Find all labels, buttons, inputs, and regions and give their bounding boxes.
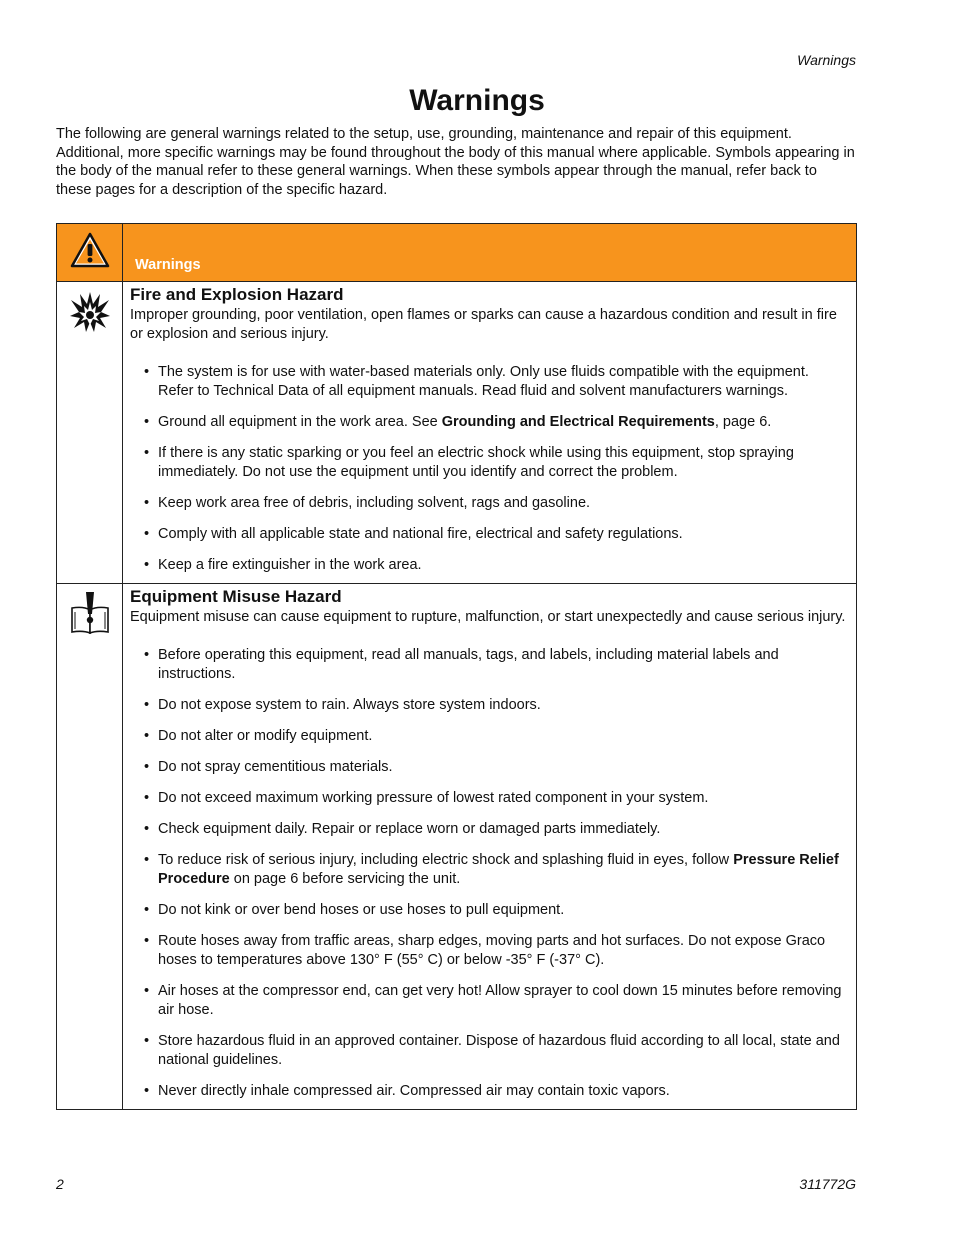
list-item-text: on page 6 before servicing the unit. [229, 871, 461, 887]
misuse-hazard-description: Equipment misuse can cause equipment to rupture, malfunction, or start unexpectedly and cause serious injury. [130, 609, 846, 625]
list-item: • Keep work area free of debris, including solvent, rags and gasoline. [144, 494, 848, 513]
list-item: • Do not kink or over bend hoses or use hoses to pull equipment. [144, 901, 848, 920]
pressure-relief-reference: Pressure Relief Procedure [158, 852, 839, 887]
list-item: • Air hoses at the compressor end, can get very hot! Allow sprayer to cool down 15 minutes before removing air hose. [144, 982, 848, 1020]
list-item: • Store hazardous fluid in an approved container. Dispose of hazardous fluid according to all local, state and national guidelines. [144, 1032, 848, 1070]
misuse-hazard-title: Equipment Misuse Hazard [130, 587, 342, 606]
fire-hazard-description: Improper grounding, poor ventilation, open flames or sparks can cause a hazardous condition and result in fire or explosion and serious injury. [130, 307, 837, 342]
list-item: • Do not expose system to rain. Always store system indoors. [144, 696, 848, 715]
fire-hazard-title: Fire and Explosion Hazard [130, 285, 344, 304]
list-item [144, 413, 848, 432]
list-item: • Do not exceed maximum working pressure of lowest rated component in your system. [144, 789, 848, 808]
header-label: Warnings [123, 224, 857, 282]
misuse-hazard-list [130, 646, 848, 1101]
page-number: 2 [56, 1176, 64, 1192]
document-number: 311772G [799, 1176, 856, 1192]
fire-hazard-content [123, 282, 857, 584]
grounding-reference: Grounding and Electrical Requirements [441, 414, 715, 430]
fire-hazard-list [130, 363, 848, 575]
list-item-text: Ground all equipment in the work area. See [158, 414, 442, 430]
misuse-icon-cell [57, 584, 123, 1110]
list-item: • Before operating this equipment, read all manuals, tags, and labels, including material labels and instructions. [144, 646, 848, 684]
warnings-table-header [57, 224, 857, 282]
page-title: Warnings [409, 84, 545, 117]
hazard-row-misuse [57, 584, 857, 1110]
warning-triangle-icon [70, 256, 110, 273]
list-item: • Check equipment daily. Repair or replace worn or damaged parts immediately. [144, 820, 848, 839]
intro-paragraph: The following are general warnings related to the setup, use, grounding, maintenance and repair of this equipment. Additional, more specific warnings may be found throughout the body of this manual where applicable. Symbols appearing in the body of the manual refer to these general warnings. When these symbols appear through the manual, refer back to these pages for a description of the specific hazard. [56, 126, 855, 198]
list-item: • Route hoses away from traffic areas, sharp edges, moving parts and hot surfaces. Do not expose Graco hoses to temperatures above 130° F (55° C) or below -35° F (-37° C). [144, 932, 848, 970]
list-item: • Never directly inhale compressed air. Compressed air may contain toxic vapors. [144, 1082, 848, 1101]
misuse-hazard-content [123, 584, 857, 1110]
running-head: Warnings [797, 52, 856, 68]
list-item: • Keep a fire extinguisher in the work area. [144, 556, 848, 575]
list-item: • Do not alter or modify equipment. [144, 727, 848, 746]
list-item-text: To reduce risk of serious injury, including electric shock and splashing fluid in eyes, follow [158, 852, 734, 868]
fire-icon-cell [57, 282, 123, 584]
explosion-icon [69, 321, 111, 338]
header-icon-cell [57, 224, 123, 282]
list-item: • If there is any static sparking or you feel an electric shock while using this equipment, stop spraying immediately. Do not use the equipment until you identify and correct the problem. [144, 444, 848, 482]
warnings-table [56, 223, 857, 1110]
list-item-text: , page 6. [714, 414, 772, 430]
list-item: • Do not spray cementitious materials. [144, 758, 848, 777]
manual-exclamation-icon [70, 621, 110, 638]
list-item: • Comply with all applicable state and national fire, electrical and safety regulations. [144, 525, 848, 544]
list-item [144, 851, 848, 889]
list-item: • The system is for use with water-based materials only. Only use fluids compatible with the equipment. Refer to Technical Data of all equipment manuals. Read fluid and solvent manufacturers warnings. [144, 363, 848, 401]
hazard-row-fire [57, 282, 857, 584]
